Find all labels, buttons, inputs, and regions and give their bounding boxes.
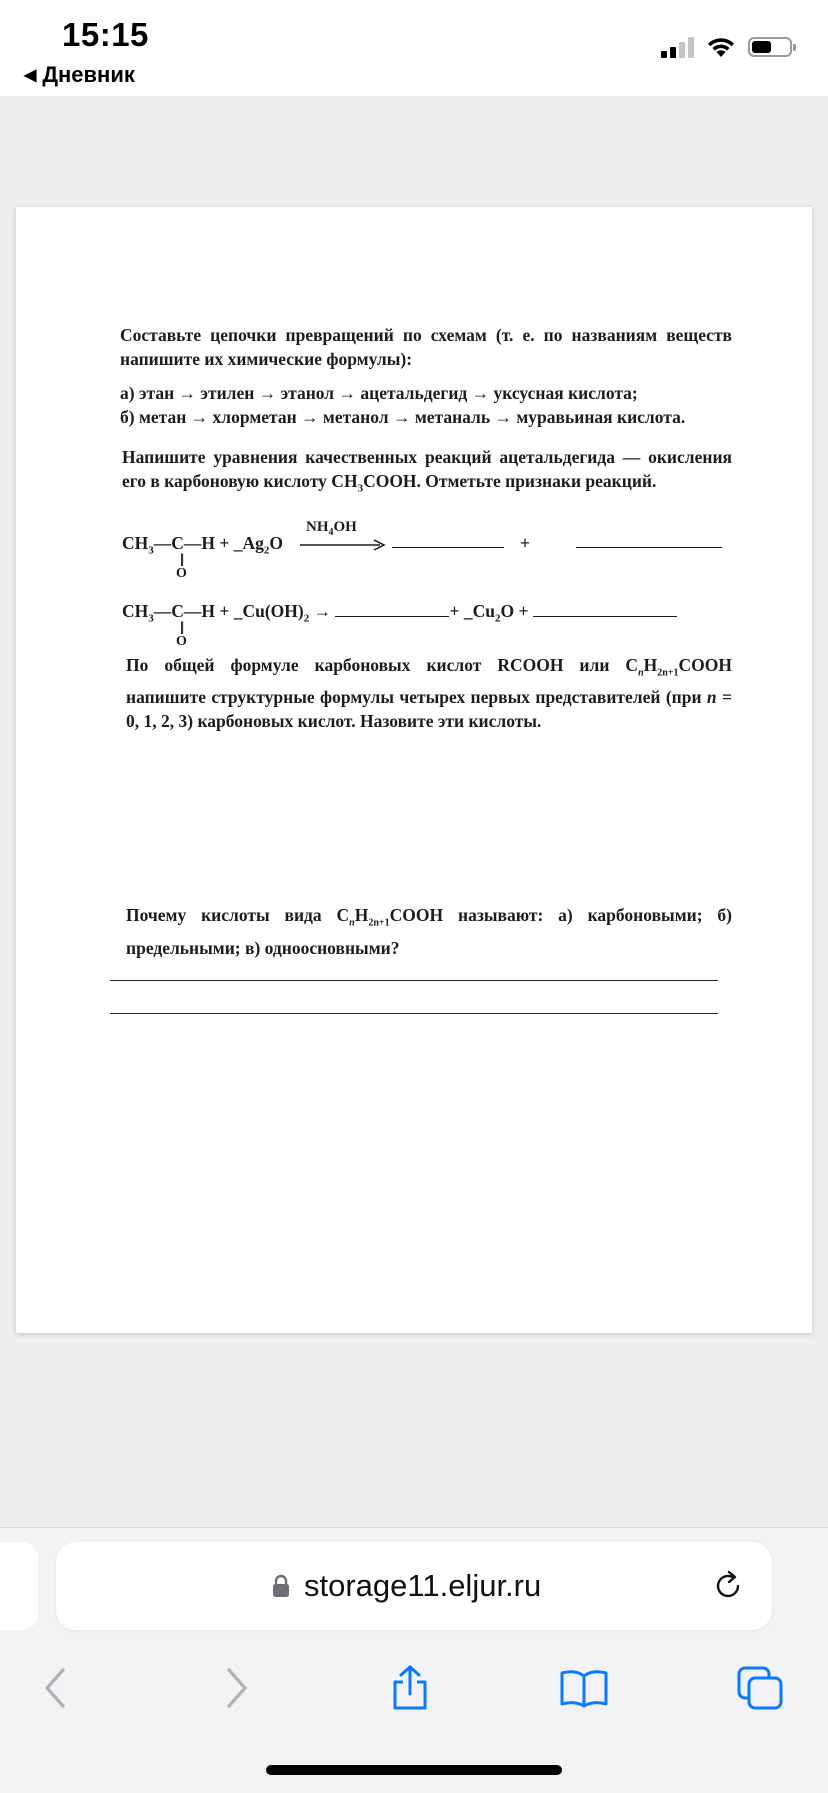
status-bar [0,0,828,96]
reload-icon[interactable] [710,1568,746,1604]
back-app-label: Дневник [42,62,135,87]
answer-blank-1[interactable] [392,533,504,548]
back-arrow-icon[interactable] [28,1660,84,1716]
lock-icon [272,1574,290,1598]
previous-tab-preview[interactable] [0,1542,38,1630]
home-indicator[interactable] [266,1765,562,1775]
back-triangle-icon: ◀ [24,67,37,84]
cellular-signal-icon [661,36,694,58]
status-icons [661,36,792,58]
task-1-chain-b: б) метан → хлорметан → метанол → метаналь → муравьиная кислота. [120,407,686,427]
reaction-condition: $NH_4OH$ [306,518,357,538]
equation-silver-mirror: $CH_3—C—H$ + $\_Ag_2O$ $NH_4OH$ + || O [120,517,732,579]
carbonyl-group: || O [176,619,187,649]
browser-toolbar [0,1660,828,1720]
document-page [16,207,812,1333]
task-4-text: Почему кислоты вида $C_nH_{2n+1}COOH$ называют: а) карбоновыми; б) предельными; в) одноосновными? [126,905,732,958]
url-text: storage11.eljur.ru [304,1568,542,1603]
task-1-text: Составьте цепочки превращений по схемам (т. е. по названиям веществ напишите их химические формулы): [120,325,732,369]
task-3-text: По общей формуле карбоновых кислот RCOOH или $C_nH_{2n+1}COOH$ напишите структурные формулы четырех первых представителей (при n = 0, 1, 2, 3) карбоновых кислот. Назовите эти кислоты. [126,654,732,731]
equation-copper-hydroxide: $CH_3—C—H$ + $\_Cu(OH)_2$ → + $\_Cu_2O$ + || O [120,585,732,647]
answer-blank-4[interactable] [533,602,677,617]
tabs-icon[interactable] [732,1660,788,1716]
document-content [120,323,732,960]
back-to-app-button[interactable] [24,62,135,88]
plus-sign: + [520,532,530,553]
browser-bottom-bar [0,1527,828,1793]
answer-line[interactable] [110,980,718,981]
share-icon[interactable] [382,1660,438,1716]
status-time: 15:15 [62,16,149,53]
battery-icon [748,37,792,57]
forward-arrow-icon[interactable] [208,1660,264,1716]
carbonyl-group: || O [176,551,187,581]
answer-blank-2[interactable] [576,533,722,548]
answer-line[interactable] [110,1013,718,1014]
wifi-icon [706,36,736,58]
answer-blank-3[interactable] [335,602,449,617]
address-bar[interactable] [56,1542,772,1630]
task-1-chain-a: а) этан → этилен → этанол → ацетальдегид → уксусная кислота; [120,383,638,403]
bookmarks-icon[interactable] [556,1660,612,1716]
task-2-text: Напишите уравнения качественных реакций ацетальдегида — окисления его в карбоновую кислоту $CH_3COOH$. Отметьте признаки реакций. [122,447,732,495]
reaction-arrow [300,539,386,551]
